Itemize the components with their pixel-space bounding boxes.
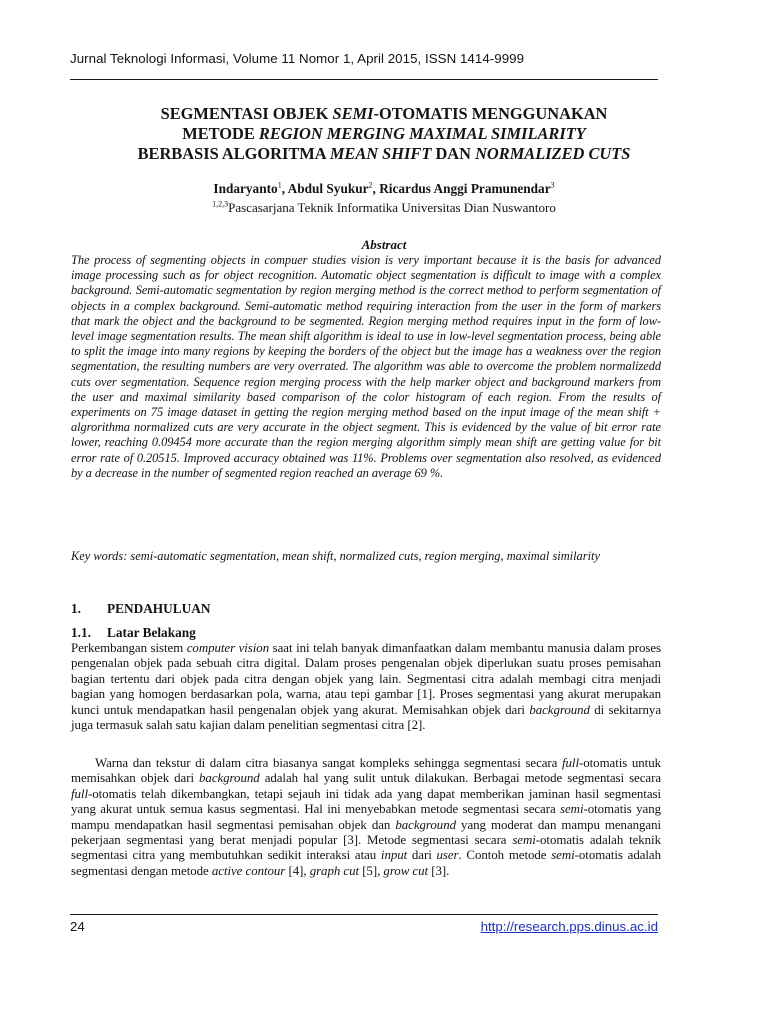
paragraph-term: semi: [512, 833, 536, 848]
footer-rule: [70, 914, 658, 915]
paragraph-text: -otomatis untuk memisahkan objek dari: [71, 756, 662, 786]
section-number: 1.: [71, 601, 81, 616]
paragraph-text: -otomatis adalah segmentasi dengan metode: [71, 848, 661, 878]
title-line-1: [40, 104, 728, 124]
subsection-title: Latar Belakang: [107, 625, 196, 640]
paragraph-term: background: [395, 817, 456, 832]
title-text: DAN: [431, 144, 476, 163]
paragraph-term: computer vision: [186, 641, 270, 655]
affiliation: [40, 200, 728, 216]
subsection-heading: [71, 625, 196, 641]
paragraph-term: graph cut: [309, 863, 360, 878]
affiliation-text: Pascasarjana Teknik Informatika Universitas Dian Nuswantoro: [228, 200, 556, 215]
section-heading: [71, 601, 210, 617]
paragraph-term: full: [562, 756, 579, 770]
author-superscript: 3: [550, 180, 555, 190]
paragraph-text: -otomatis adalah teknik segmentasi citra yang membutuhkan sedikit interaksi atau: [71, 833, 661, 863]
author-name: Indaryanto: [213, 181, 278, 196]
paragraph-term: active contour: [211, 863, 286, 878]
paragraph-text: -otomatis telah dikembangkan, tetapi sejauh ini tidak ada yang dapat memberikan jaminan hasil segmentasi yang akurat untuk semua kasus segmentasi. Hal ini menyebabkan metode segmentasi secara: [71, 786, 661, 817]
paper-title: [40, 104, 728, 164]
body-paragraph-1: [71, 641, 661, 733]
author-name: , Ricardus Anggi Pramunendar: [372, 181, 551, 196]
title-text-italic: REGION MERGING MAXIMAL SIMILARITY: [258, 124, 586, 143]
subsection-number: 1.1.: [71, 625, 91, 640]
keywords: Key words: semi-automatic segmentation, mean shift, normalized cuts, region merging, maximal similarity: [71, 549, 600, 563]
body-paragraph-2: [71, 756, 661, 879]
title-text: METODE: [182, 124, 259, 143]
title-text-italic: NORMALIZED CUTS: [475, 144, 631, 163]
paragraph-text: adalah hal yang sulit untuk dilakukan. Berbagai metode segmentasi secara: [259, 771, 661, 786]
title-text-italic: SEMI: [332, 104, 374, 123]
paragraph-text: [3].: [428, 863, 450, 878]
running-header: Jurnal Teknologi Informasi, Volume 11 Nomor 1, April 2015, ISSN 1414-9999: [70, 51, 525, 66]
abstract-body: The process of segmenting objects in compuer studies vision is very important because it is the basis for advanced image processing such as for object recognition. Automatic object segmentation is difficult to image with a complex background. Semi-automatic segmentation by region merging method is the correct method to perform segmentation of objects in a complex background. Semi-automatic method requiring interaction from the user in the form of markers that mark the object and the background to be segmented. Region merging method requires input in the form of low-level image segmentation results. The mean shift algorithm is ideal to use in low-level segmentation process, being able to split the image into many regions by keeping the borders of the object but the image has a weakness over the region segmentation, the resulting numbers are very overrated. The algorithm was able to overcome the problem normalizedd cuts over segmentation. Sequence region merging process with the help marker object and background markers from the user and maximal similarity based comparison of the color histogram of each region. From the results of experiments on 75 image dataset in getting the region merging method based on the input image of the mean shift + algrorithma normalized cuts are very accurate in the object segment. This is evidenced by the value of bit error rate lower, reaching 0.09454 more accurate than the region merging algorithm simply mean shift are getting value for bit error rate of 0.20515. Improved accuracy obtained was 11%. Problems over segmentation also resolved, as evidenced by a decrease in the number of segmented region reached an average 69 %.: [71, 253, 661, 480]
paragraph-text: saat ini telah banyak dimanfaatkan dalam membantu manusia dalam proses pengenalan objek pada sebuah citra digital. Dalam proses pengenalan objek diperlukan suatu proses pemisahan bagian tertentu dari objek pada citra dengan objek yang lain. Segmentasi citra adalah membagi citra menjadi bagian yang homogen berdasarkan pola, warna, atau tepi gambar [1]. Proses segmentasi yang akurat merupakan kunci untuk mendapatkan hasil pengenalan objek yang akurat. Memisahkan objek dari: [71, 641, 661, 717]
title-text: SEGMENTASI OBJEK: [160, 104, 333, 123]
title-line-3: [40, 144, 728, 164]
header-rule: [70, 79, 658, 80]
author-superscript: 1: [277, 180, 282, 190]
paragraph-text: -otomatis yang mampu mendapatkan hasil segmentasi pemisahan objek dan: [71, 802, 661, 832]
paragraph-text: dari: [407, 848, 437, 863]
paragraph-term: input: [380, 848, 408, 863]
abstract-heading: Abstract: [361, 237, 407, 252]
paragraph-text: . Contoh metode: [458, 848, 552, 863]
paragraph-text: [5],: [359, 863, 384, 878]
paragraph-term: background: [199, 771, 260, 786]
author-name: , Abdul Syukur: [281, 181, 369, 196]
paragraph-term: user: [436, 848, 459, 863]
affiliation-superscript: 1,2,3: [212, 199, 229, 209]
paragraph-text: yang moderat dan mampu menangani pekerjaan segmentasi yang berat menjadi popular [3]. Metode segmentasi secara: [71, 817, 662, 848]
paragraph-text: di sekitarnya juga termasuk salah satu kajian dalam penelitian segmentasi citra [2].: [71, 702, 661, 733]
author-superscript: 2: [368, 180, 373, 190]
paragraph-term: background: [529, 702, 590, 717]
title-text: BERBASIS ALGORITMA: [137, 144, 330, 163]
title-line-2: [40, 124, 728, 144]
footer-url-link[interactable]: http://research.pps.dinus.ac.id: [480, 919, 658, 934]
title-text-italic: MEAN SHIFT: [329, 144, 432, 163]
section-title: PENDAHULUAN: [107, 601, 211, 616]
paragraph-term: grow cut: [383, 863, 429, 878]
author-list: [40, 181, 728, 197]
paragraph-text: Perkembangan sistem: [71, 641, 187, 655]
page-number: 24: [70, 919, 85, 934]
paragraph-term: semi: [551, 848, 575, 863]
paragraph-term: semi: [560, 802, 584, 817]
paragraph-term: full: [71, 786, 88, 801]
paragraph-text: [4],: [285, 863, 310, 878]
paragraph-text: Warna dan tekstur di dalam citra biasanya sangat kompleks sehingga segmentasi secara: [95, 756, 562, 770]
title-text: -OTOMATIS MENGGUNAKAN: [373, 104, 608, 123]
